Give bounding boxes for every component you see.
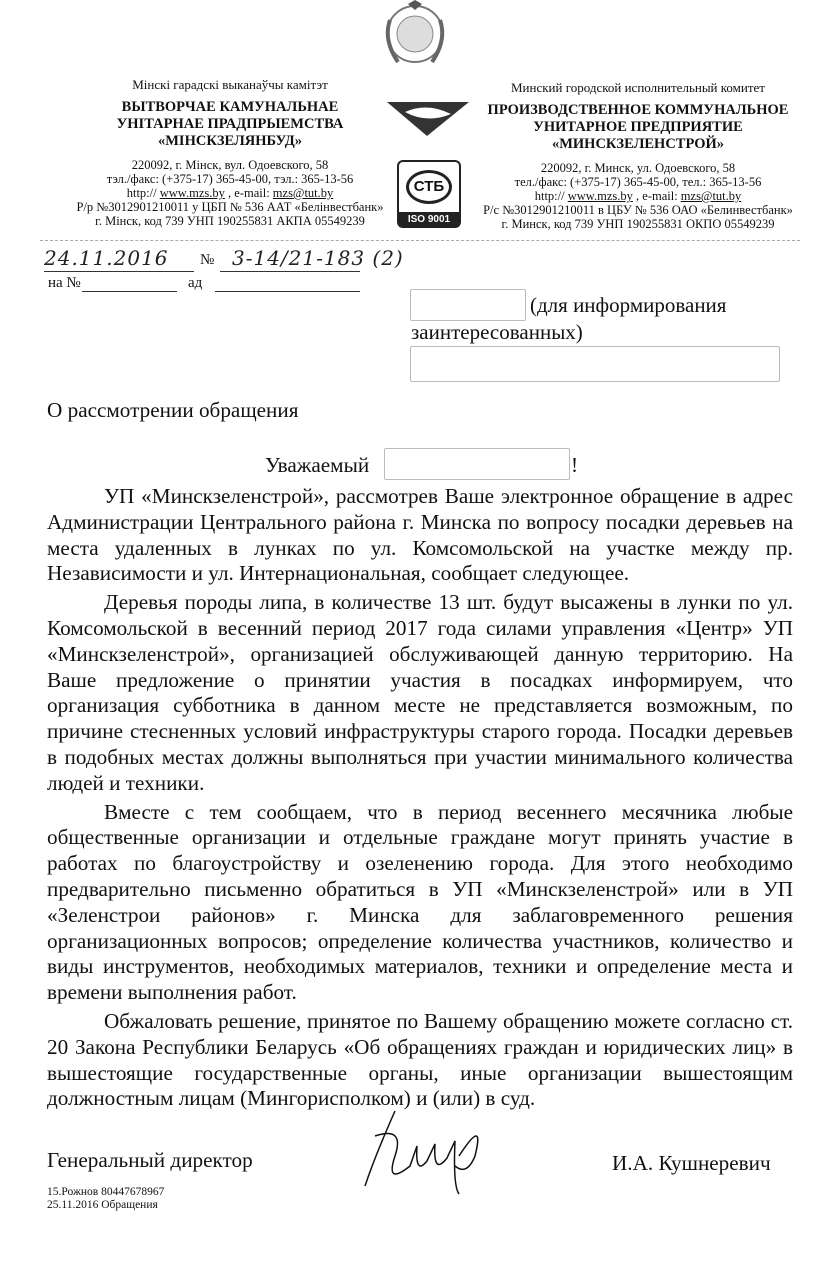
org-line: УНИТАРНОЕ ПРЕДПРИЯТИЕ xyxy=(533,119,743,135)
body-paragraph: Обжаловать решение, принятое по Вашему обращению можете согласно ст. 20 Закона Республики Беларусь «Об обращениях граждан и юридических лиц» в вышестоящие государственные органы, иные организации вышестоящим должностным лицам (Мингорисполком) и (или) в суд. xyxy=(47,1008,793,1111)
signature-block xyxy=(47,1126,793,1186)
authority-name: Минский городской исполнительный комитет xyxy=(510,80,765,95)
greeting: Уважаемый xyxy=(265,453,370,477)
email-prefix: , e-mail: xyxy=(632,189,681,203)
email-link[interactable]: mzs@tut.by xyxy=(680,189,742,203)
phone: тел./факс: (+375-17) 365-45-00, тел.: 365-13-56 xyxy=(514,175,762,189)
signatory-name: И.А. Кушнеревич xyxy=(612,1151,771,1176)
bank-details: Р/р №3012901210011 у ЦБП № 536 ААТ «Белінвестбанк» xyxy=(76,200,384,214)
body-paragraph: Вместе с тем сообщаем, что в период весеннего месячника любые общественные организации и отдельные граждане могут принять участие в работах по благоустройству и озеленению города. Для этого необходимо предварительно письменно обратиться в УП «Минскзеленстрой» или в УП «Зеленстрои районов» г. Минска для заблаговременного решения организационных вопросов; определение количества участников, количество и виды инструментов, необходимых материалов, техники и определение места и времени выполнения работ. xyxy=(47,799,793,1005)
body-paragraph: Деревья породы липа, в количестве 13 шт. будут высажены в лунки по ул. Комсомольской в весенний период 2017 года силами управления «Центр» УП «Минскзеленстрой», организацией обслуживающей данную территорию. На Ваше предложение о принятии участия в посадках информируем, что организация субботника в данном месте не представляется возможным, по причине стесненных условий инфраструктуры старого города. Посадки деревьев в подобных местах должны выполняться при участии минимального количества людей и техники. xyxy=(47,590,793,795)
handwritten-date: 24.11.2016 xyxy=(44,246,169,270)
reference-label: на № xyxy=(48,275,81,291)
website-link[interactable]: www.mzs.by xyxy=(567,189,633,203)
org-line: УНІТАРНАЕ ПРАДПРЫЕМСТВА xyxy=(116,116,344,132)
greeting-punctuation: ! xyxy=(571,453,579,477)
org-line: ВЫТВОРЧАЕ КАМУНАЛЬНАЕ xyxy=(121,99,339,115)
letter-body xyxy=(47,484,793,1112)
org-line: ПРОИЗВОДСТВЕННОЕ КОММУНАЛЬНОЕ xyxy=(487,102,789,118)
codes: г. Минск, код 739 УНП 190255831 ОКПО 05549239 xyxy=(501,217,775,231)
web-prefix: http:// xyxy=(126,186,160,200)
address: 220092, г. Мінск, вул. Одоевского, 58 xyxy=(131,158,329,172)
recipient-note: (для информирования xyxy=(530,293,727,317)
codes: г. Мінск, код 739 УНП 190255831 АКПА 05549239 xyxy=(95,214,365,228)
email-link[interactable]: mzs@tut.by xyxy=(272,186,334,200)
subject-line: О рассмотрении обращения xyxy=(47,398,299,422)
number-label: № xyxy=(200,252,215,268)
web-prefix: http:// xyxy=(534,189,568,203)
signatory-position: Генеральный директор xyxy=(47,1148,253,1173)
authority-name: Мінскі гарадскі выканаўчы камітэт xyxy=(132,77,328,92)
org-line: «МИНСКЗЕЛЕНСТРОЙ» xyxy=(551,136,725,152)
handwritten-signature xyxy=(355,1106,505,1196)
stb-logo: СТБ xyxy=(406,170,452,204)
address: 220092, г. Минск, ул. Одоевского, 58 xyxy=(540,161,736,175)
phone: тэл./факс: (+375-17) 365-45-00, тэл.: 365-13-56 xyxy=(106,172,354,186)
handwritten-number: 3-14/21-183 (2) xyxy=(232,246,404,270)
document-date-line: 25.11.2016 Обращения xyxy=(47,1199,158,1212)
bank-details: Р/с №3012901210011 в ЦБУ № 536 ОАО «Белинвестбанк» xyxy=(483,203,793,217)
email-prefix: , e-mail: xyxy=(224,186,273,200)
reference-date-label: ад xyxy=(188,275,203,291)
iso-label: ISO 9001 xyxy=(399,212,459,227)
body-paragraph: УП «Минскзеленстрой», рассмотрев Ваше электронное обращение в адрес Администрации Центрального района г. Минска по вопросу посадки деревьев на места удаленных в лунках по ул. Комсомольской на участке между пр. Независимости и ул. Интернациональная, сообщает следующее. xyxy=(47,484,793,586)
executor-line: 15.Рожнов 80447678967 xyxy=(47,1186,165,1199)
org-line: «МІНСКЗЕЛЯНБУД» xyxy=(157,133,302,149)
recipient-note: заинтересованных) xyxy=(411,320,583,344)
website-link[interactable]: www.mzs.by xyxy=(159,186,225,200)
